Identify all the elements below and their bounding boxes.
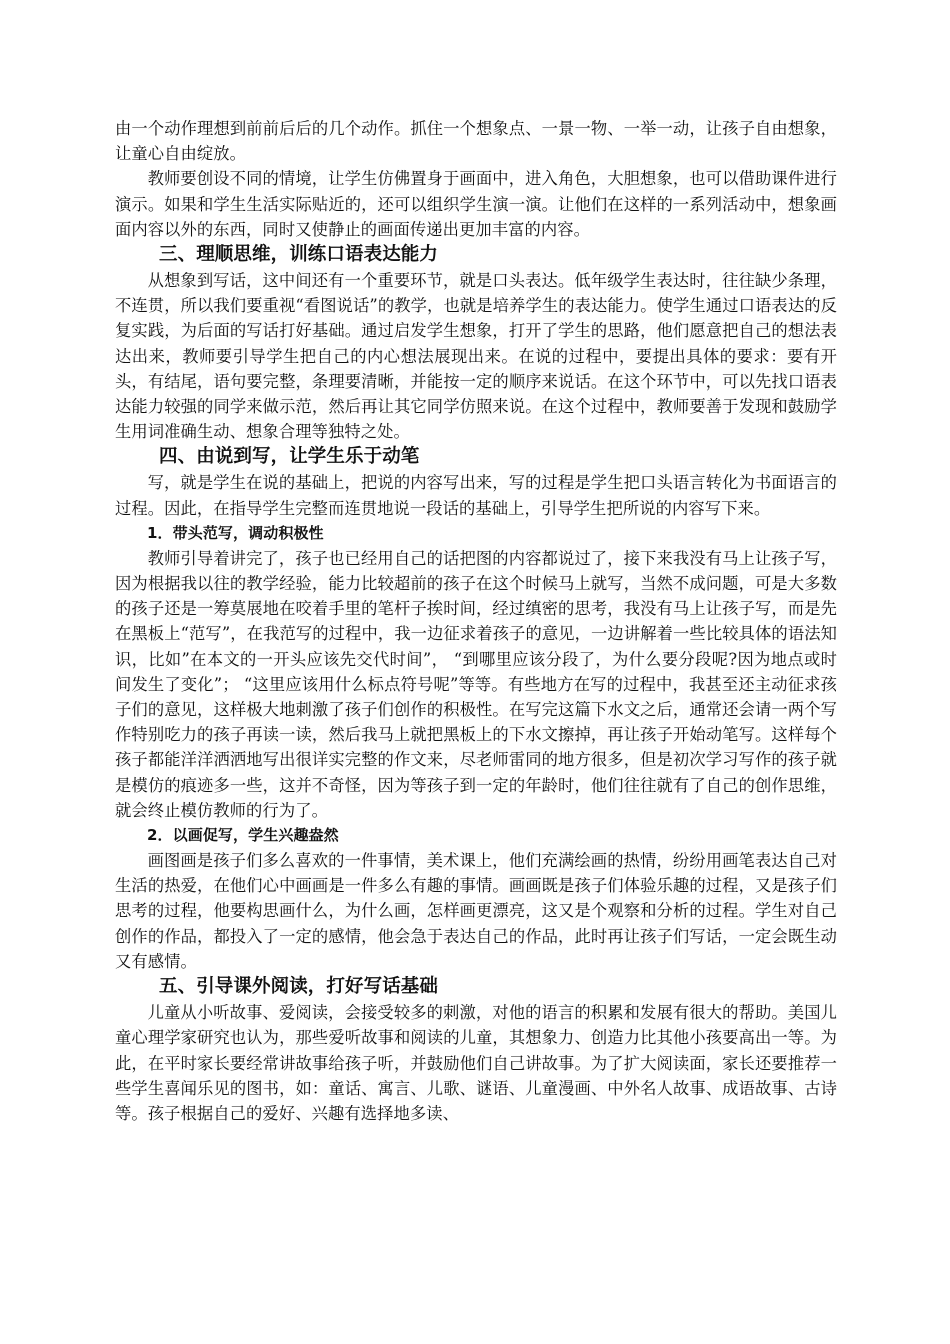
- document-page: [115, 116, 837, 1126]
- subsection-heading: 2．以画促写，学生兴趣盎然: [147, 826, 339, 845]
- subsection-heading: 1．带头范写，调动积极性: [147, 523, 324, 542]
- paragraph: 写，就是学生在说的基础上，把说的内容写出来，写的过程是学生把口头语言转化为书面语言的过程。因此，在指导学生完整而连贯地说一段话的基础上，引导学生把所说的内容写下来。: [115, 473, 837, 518]
- paragraph: 教师引导着讲完了，孩子也已经用自己的话把图的内容都说过了，接下来我没有马上让孩子写，因为根据我以往的教学经验，能力比较超前的孩子在这个时候马上就写，当然不成问题，可是大多数的孩子还是一筹莫展地在咬着手里的笔杆子挨时间，经过缜密的思考，我没有马上让孩子写，而是先在黑板上“范写”，在我范写的过程中，我一边征求着孩子的意见，一边讲解着一些比较具体的语法知识，比如”在本文的一开头应该先交代时间”， “到哪里应该分段了，为什么要分段呢?因为地点或时间发生了变化”； “这里应该用什么标点符号呢”等等。有些地方在写的过程中，我甚至还主动征求孩子们的意见，这样极大地刺激了孩子们创作的积极性。在写完这篇下水文之后，通常还会请一两个写作特别吃力的孩子再读一读，然后我马上就把黑板上的下水文擦掉，再让孩子开始动笔写。这样每个孩子都能洋洋洒洒地写出很详实完整的作文来，尽老师雷同的地方很多，但是初次学习写作的孩子就是模仿的痕迹多一些，这并不奇怪，因为等孩子到一定的年龄时，他们往往就有了自己的创作思维，就会终止模仿教师的行为了。: [115, 548, 837, 820]
- section-heading: 三、理顺思维，训练口语表达能力: [159, 244, 439, 266]
- paragraph: 教师要创设不同的情境，让学生仿佛置身于画面中，进入角色，大胆想象，也可以借助课件进行演示。如果和学生生活实际贴近的，还可以组织学生演一演。让他们在这样的一系列活动中，想象画面内容以外的东西，同时又使静止的画面传递出更加丰富的内容。: [115, 169, 837, 239]
- paragraph: 从想象到写话，这中间还有一个重要环节，就是口头表达。低年级学生表达时，往往缺少条理，不连贯，所以我们要重视“看图说话”的教学，也就是培养学生的表达能力。使学生通过口语表达的反复实践，为后面的写话打好基础。通过启发学生想象，打开了学生的思路，他们愿意把自己的想法表达出来，教师要引导学生把自己的内心想法展现出来。在说的过程中，要提出具体的要求：要有开头，有结尾，语句要完整，条理要清晰，并能按一定的顺序来说话。在这个环节中，可以先找口语表达能力较强的同学来做示范，然后再让其它同学仿照来说。在这个过程中，教师要善于发现和鼓励学生用词准确生动、想象合理等独特之处。: [115, 271, 837, 442]
- paragraph: 儿童从小听故事、爱阅读，会接受较多的刺激，对他的语言的积累和发展有很大的帮助。美国儿童心理学家研究也认为，那些爱听故事和阅读的儿童，其想象力、创造力比其他小孩要高出一等。为此，在平时家长要经常讲故事给孩子听，并鼓励他们自己讲故事。为了扩大阅读面，家长还要推荐一些学生喜闻乐见的图书，如：童话、寓言、儿歌、谜语、儿童漫画、中外名人故事、成语故事、古诗等。孩子根据自己的爱好、兴趣有选择地多读、: [115, 1003, 837, 1123]
- paragraph: 由一个动作理想到前前后后的几个动作。抓住一个想象点、一景一物、一举一动，让孩子自由想象，让童心自由绽放。: [115, 119, 837, 164]
- paragraph: 画图画是孩子们多么喜欢的一件事情，美术课上，他们充满绘画的热情，纷纷用画笔表达自己对生活的热爱，在他们心中画画是一件多么有趣的事情。画画既是孩子们体验乐趣的过程，又是孩子们思考的过程，他要构思画什么，为什么画，怎样画更漂亮，这又是个观察和分析的过程。学生对自己创作的作品，都投入了一定的感情，他会急于表达自己的作品，此时再让孩子们写话，一定会既生动又有感情。: [115, 851, 837, 971]
- section-heading: 五、引导课外阅读，打好写话基础: [159, 976, 439, 998]
- section-heading: 四、由说到写，让学生乐于动笔: [159, 446, 420, 468]
